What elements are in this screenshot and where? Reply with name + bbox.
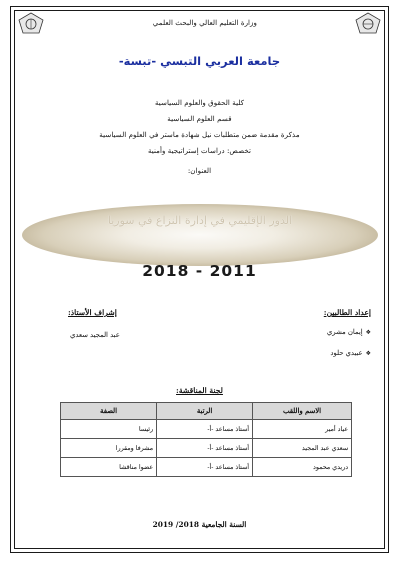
student-name: عبيدي حلود [330,349,363,357]
department-name: قسم العلوم السياسية [167,114,232,123]
member-role: مشرفا ومقررا [61,439,157,458]
specialty-line: تخصص: دراسات إستراتيجية وأمنية [147,146,252,155]
member-name: سعدي عبد المجيد [253,439,352,458]
memo-statement: مذكرة مقدمة ضمن متطلبات نيل شهادة ماستر في العلوم السياسية [99,130,300,139]
table-row [61,439,352,458]
university-name [10,50,389,69]
member-name: عياد أمير [253,420,352,439]
students-label: إعداد الطالبين: [323,308,371,317]
cover-page [10,6,389,553]
supervisor-name: عبد المجيد سعدي [70,331,120,339]
column-header: الصفة [61,403,157,420]
university-logo-right [355,12,381,34]
member-role: رئيسا [61,420,157,439]
student-item [327,328,371,336]
faculty-name: كلية الحقوق والعلوم السياسية [154,98,245,107]
table-row [61,420,352,439]
member-rank: أستاذ مساعد -أ- [157,420,253,439]
member-role: عضوا مناقشا [61,458,157,477]
jury-table [60,402,352,477]
column-header: الرتبة [157,403,253,420]
jury-title: لجنة المناقشة: [176,386,223,395]
jury-table-header [61,403,352,420]
diamond-bullet-icon: ❖ [365,350,371,357]
member-name: دريدي محمود [253,458,352,477]
university-logo-left [18,12,44,34]
study-period: 2018 - 2011 [142,262,257,280]
university-name-text: جامعة العربي التبسي -تبسة- [118,54,281,68]
table-row [61,458,352,477]
supervisor-label: إشراف الأستاذ: [68,308,117,317]
member-rank: أستاذ مساعد -أ- [157,439,253,458]
academic-year: السنة الجامعية 2018/ 2019 [152,520,247,529]
ministry-name: وزارة التعليم العالي والبحث العلمي [152,18,257,27]
member-rank: أستاذ مساعد -أ- [157,458,253,477]
diamond-bullet-icon: ❖ [365,329,371,336]
student-name: إيمان مشري [326,328,363,336]
title-label: العنوان: [187,166,212,175]
student-item [330,349,371,357]
thesis-title: الدور الإقليمي في إدارة النزاع في سوريا [107,214,293,227]
column-header: الاسم واللقب [253,403,352,420]
